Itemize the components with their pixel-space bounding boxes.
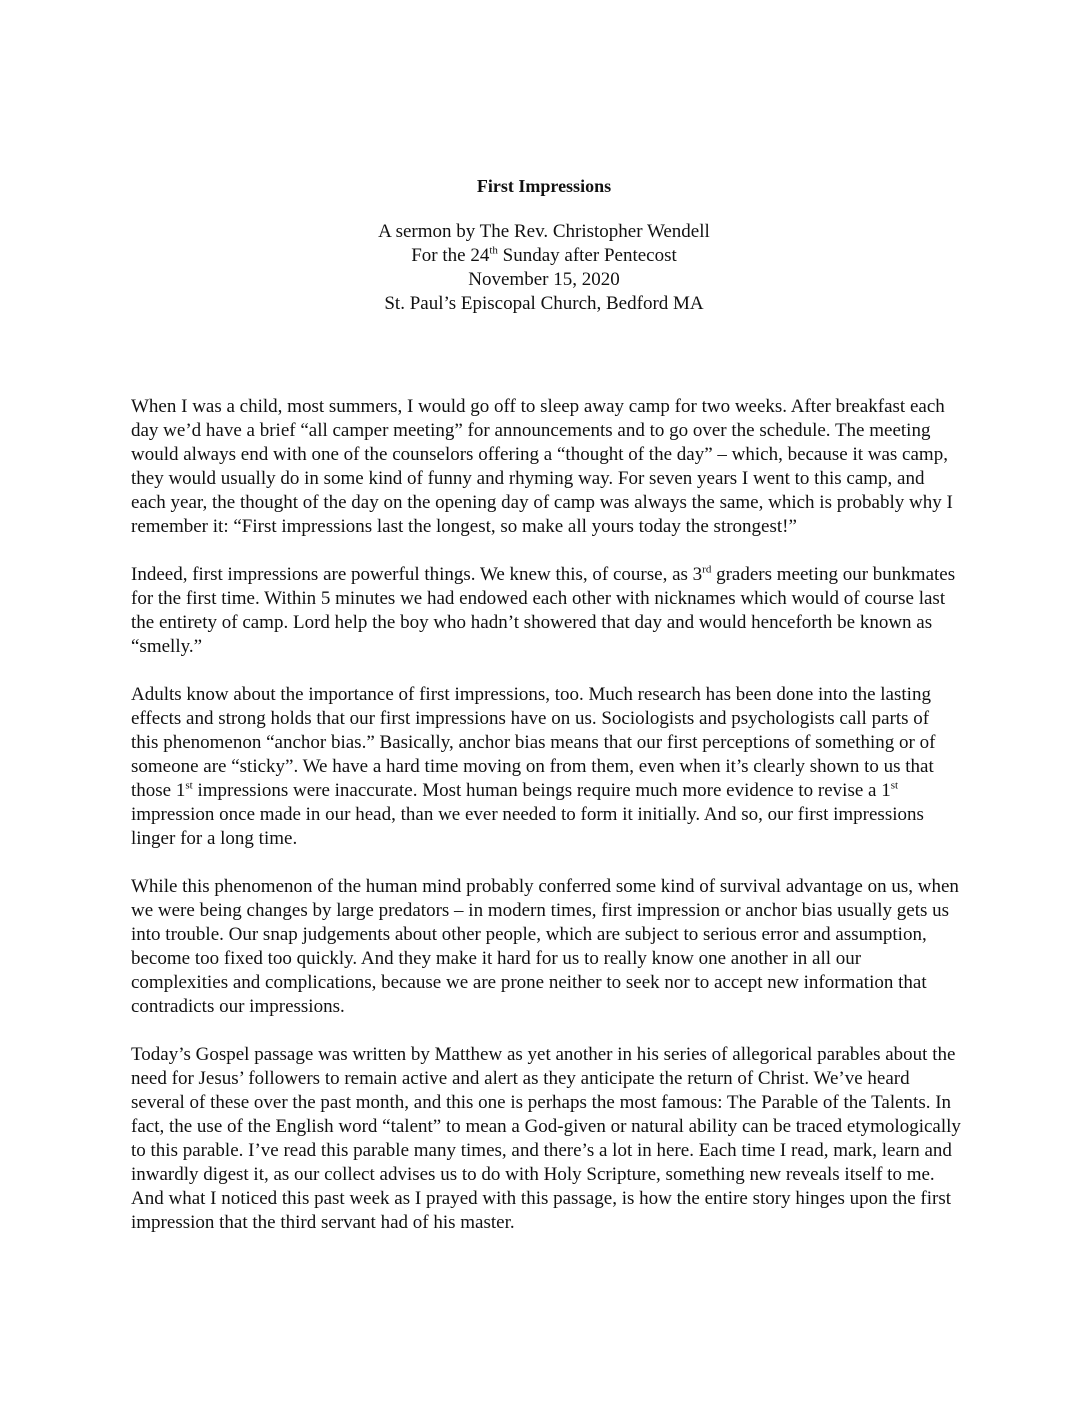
date-line: November 15, 2020 bbox=[468, 269, 620, 290]
author-line: A sermon by The Rev. Christopher Wendell bbox=[378, 221, 710, 242]
ordinal-suffix: st bbox=[185, 779, 193, 792]
sermon-body bbox=[131, 395, 961, 1259]
paragraph-2-part-1: Indeed, first impressions are powerful things. We knew this, of course, as 3 bbox=[131, 564, 703, 585]
ordinal-suffix: st bbox=[890, 779, 899, 792]
church-line: St. Paul’s Episcopal Church, Bedford MA bbox=[384, 293, 704, 314]
occasion-line-start: For the 24 bbox=[411, 245, 490, 266]
paragraph-3-part-3: impression once made in our head, than we ever needed to form it initially. And so, our first impressions linger for a long time. bbox=[131, 804, 924, 849]
sermon-header bbox=[0, 174, 1088, 316]
paragraph-1: When I was a child, most summers, I would go off to sleep away camp for two weeks. After breakfast each day we’d have a brief “all camper meeting” for announcements and to go over the schedule. The meeting would always end with one of the counselors offering a “thought of the day” – which, because it was camp, they would usually do in some kind of funny and rhyming way. For seven years I went to this camp, and each year, the thought of the day on the opening day of camp was always the same, which is probably why I remember it: “First impressions last the longest, so make all yours today the strongest!” bbox=[131, 396, 953, 537]
paragraph-4: While this phenomenon of the human mind probably conferred some kind of survival advantage on us, when we were being changes by large predators – in modern times, first impression or anchor bias usually gets us into trouble. Our snap judgements about other people, which are subject to serious error and assumption, become too fixed too quickly. And they make it hard for us to really know one another in all our complexities and complications, because we are prone neither to seek nor to accept new information that contradicts our impressions. bbox=[131, 876, 959, 1017]
paragraph-3-part-1: Adults know about the importance of first impressions, too. Much research has been done into the lasting effects and strong holds that our first impressions have on us. Sociologists and psychologists call parts of this phenomenon “anchor bias.” Basically, anchor bias means that our first perceptions of something or of someone are “sticky”. We have a hard time moving on from them, even when it’s clearly shown to us that those 1 bbox=[131, 684, 936, 801]
occasion-line-end: Sunday after Pentecost bbox=[497, 245, 677, 266]
paragraph-5: Today’s Gospel passage was written by Matthew as yet another in his series of allegorical parables about the need for Jesus’ followers to remain active and alert as they anticipate the return of Christ. We’ve heard several of these over the past month, and this one is perhaps the most famous: The Parable of the Talents. In fact, the use of the English word “talent” to mean a God-given or natural ability can be traced etymologically to this parable. I’ve read this parable many times, and there’s a lot in here. Each time I read, mark, learn and inwardly digest it, as our collect advises us to do with Holy Scripture, something new reveals itself to me. And what I noticed this past week as I prayed with this passage, is how the entire story hinges upon the first impression that the third servant had of his master. bbox=[131, 1044, 961, 1233]
occasion-line bbox=[0, 244, 1088, 268]
paragraph-3-part-2: impressions were inaccurate. Most human beings require much more evidence to revise a 1 bbox=[192, 780, 891, 801]
paragraph-2-part-2: graders meeting our bunkmates for the first time. Within 5 minutes we had endowed each other with nicknames which would of course last the entirety of camp. Lord help the boy who hadn’t showered that day and would henceforth be known as “smelly.” bbox=[131, 564, 956, 657]
paragraph-2 bbox=[131, 563, 961, 659]
ordinal-suffix: rd bbox=[702, 563, 712, 576]
paragraph-3 bbox=[131, 683, 961, 851]
ordinal-suffix: th bbox=[489, 244, 498, 257]
document-title: First Impressions bbox=[476, 176, 612, 196]
